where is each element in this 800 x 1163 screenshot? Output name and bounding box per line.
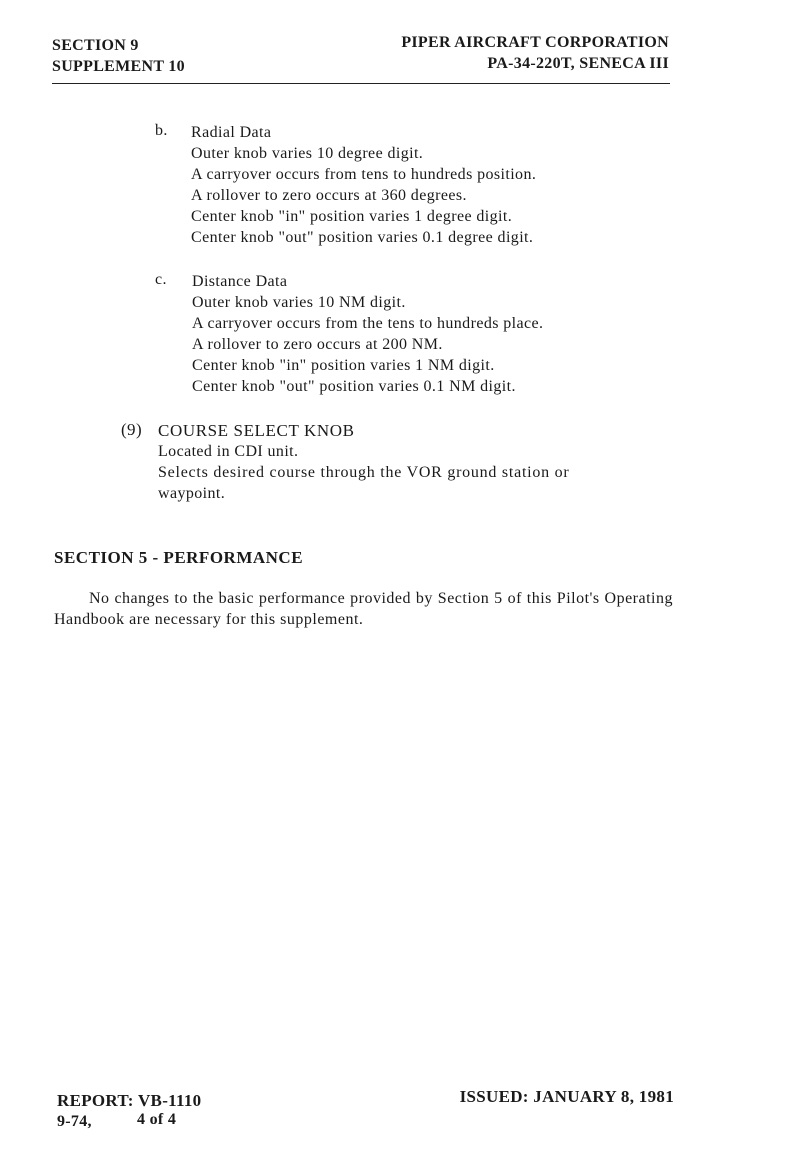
header-divider (52, 83, 670, 84)
distance-line: Center knob "out" position varies 0.1 NM digit. (192, 378, 516, 395)
course-select-block (158, 420, 569, 504)
footer-page-count: 4 of 4 (137, 1111, 177, 1128)
footer-report-number: REPORT: VB-1110 (57, 1091, 202, 1110)
header-company-name: PIPER AIRCRAFT CORPORATION (401, 34, 669, 51)
radial-marker: b. (155, 122, 168, 139)
footer-issued-date: ISSUED: JANUARY 8, 1981 (459, 1087, 674, 1106)
distance-line: Center knob "in" position varies 1 NM digit. (192, 357, 495, 374)
course-marker: (9) (121, 420, 143, 439)
radial-data-block (191, 122, 536, 248)
radial-line: A rollover to zero occurs at 360 degrees. (191, 187, 467, 204)
course-line: Located in CDI unit. (158, 443, 299, 460)
radial-line: Outer knob varies 10 degree digit. (191, 145, 424, 162)
performance-heading: SECTION 5 - PERFORMANCE (54, 548, 304, 567)
distance-line: A rollover to zero occurs at 200 NM. (192, 336, 443, 353)
course-line: waypoint. (158, 485, 226, 502)
header-supplement-label: SUPPLEMENT 10 (52, 58, 185, 75)
radial-line: Center knob "in" position varies 1 degree digit. (191, 208, 513, 225)
course-title: COURSE SELECT KNOB (158, 421, 355, 440)
radial-line: Center knob "out" position varies 0.1 degree digit. (191, 229, 534, 246)
header-section-label: SECTION 9 (52, 37, 139, 54)
distance-title: Distance Data (192, 273, 288, 290)
footer-page-ref: 9-74, (57, 1113, 92, 1130)
header-aircraft-model: PA-34-220T, SENECA III (487, 55, 669, 72)
distance-line: Outer knob varies 10 NM digit. (192, 294, 406, 311)
radial-title: Radial Data (191, 124, 272, 141)
distance-line: A carryover occurs from the tens to hundreds place. (192, 315, 544, 332)
performance-paragraph: No changes to the basic performance provided by Section 5 of this Pilot's Operating Handbook are necessary for this supplement. (54, 590, 673, 628)
course-line: Selects desired course through the VOR ground station or (158, 464, 570, 481)
distance-marker: c. (155, 271, 167, 288)
distance-data-block (192, 271, 543, 397)
radial-line: A carryover occurs from tens to hundreds position. (191, 166, 537, 183)
